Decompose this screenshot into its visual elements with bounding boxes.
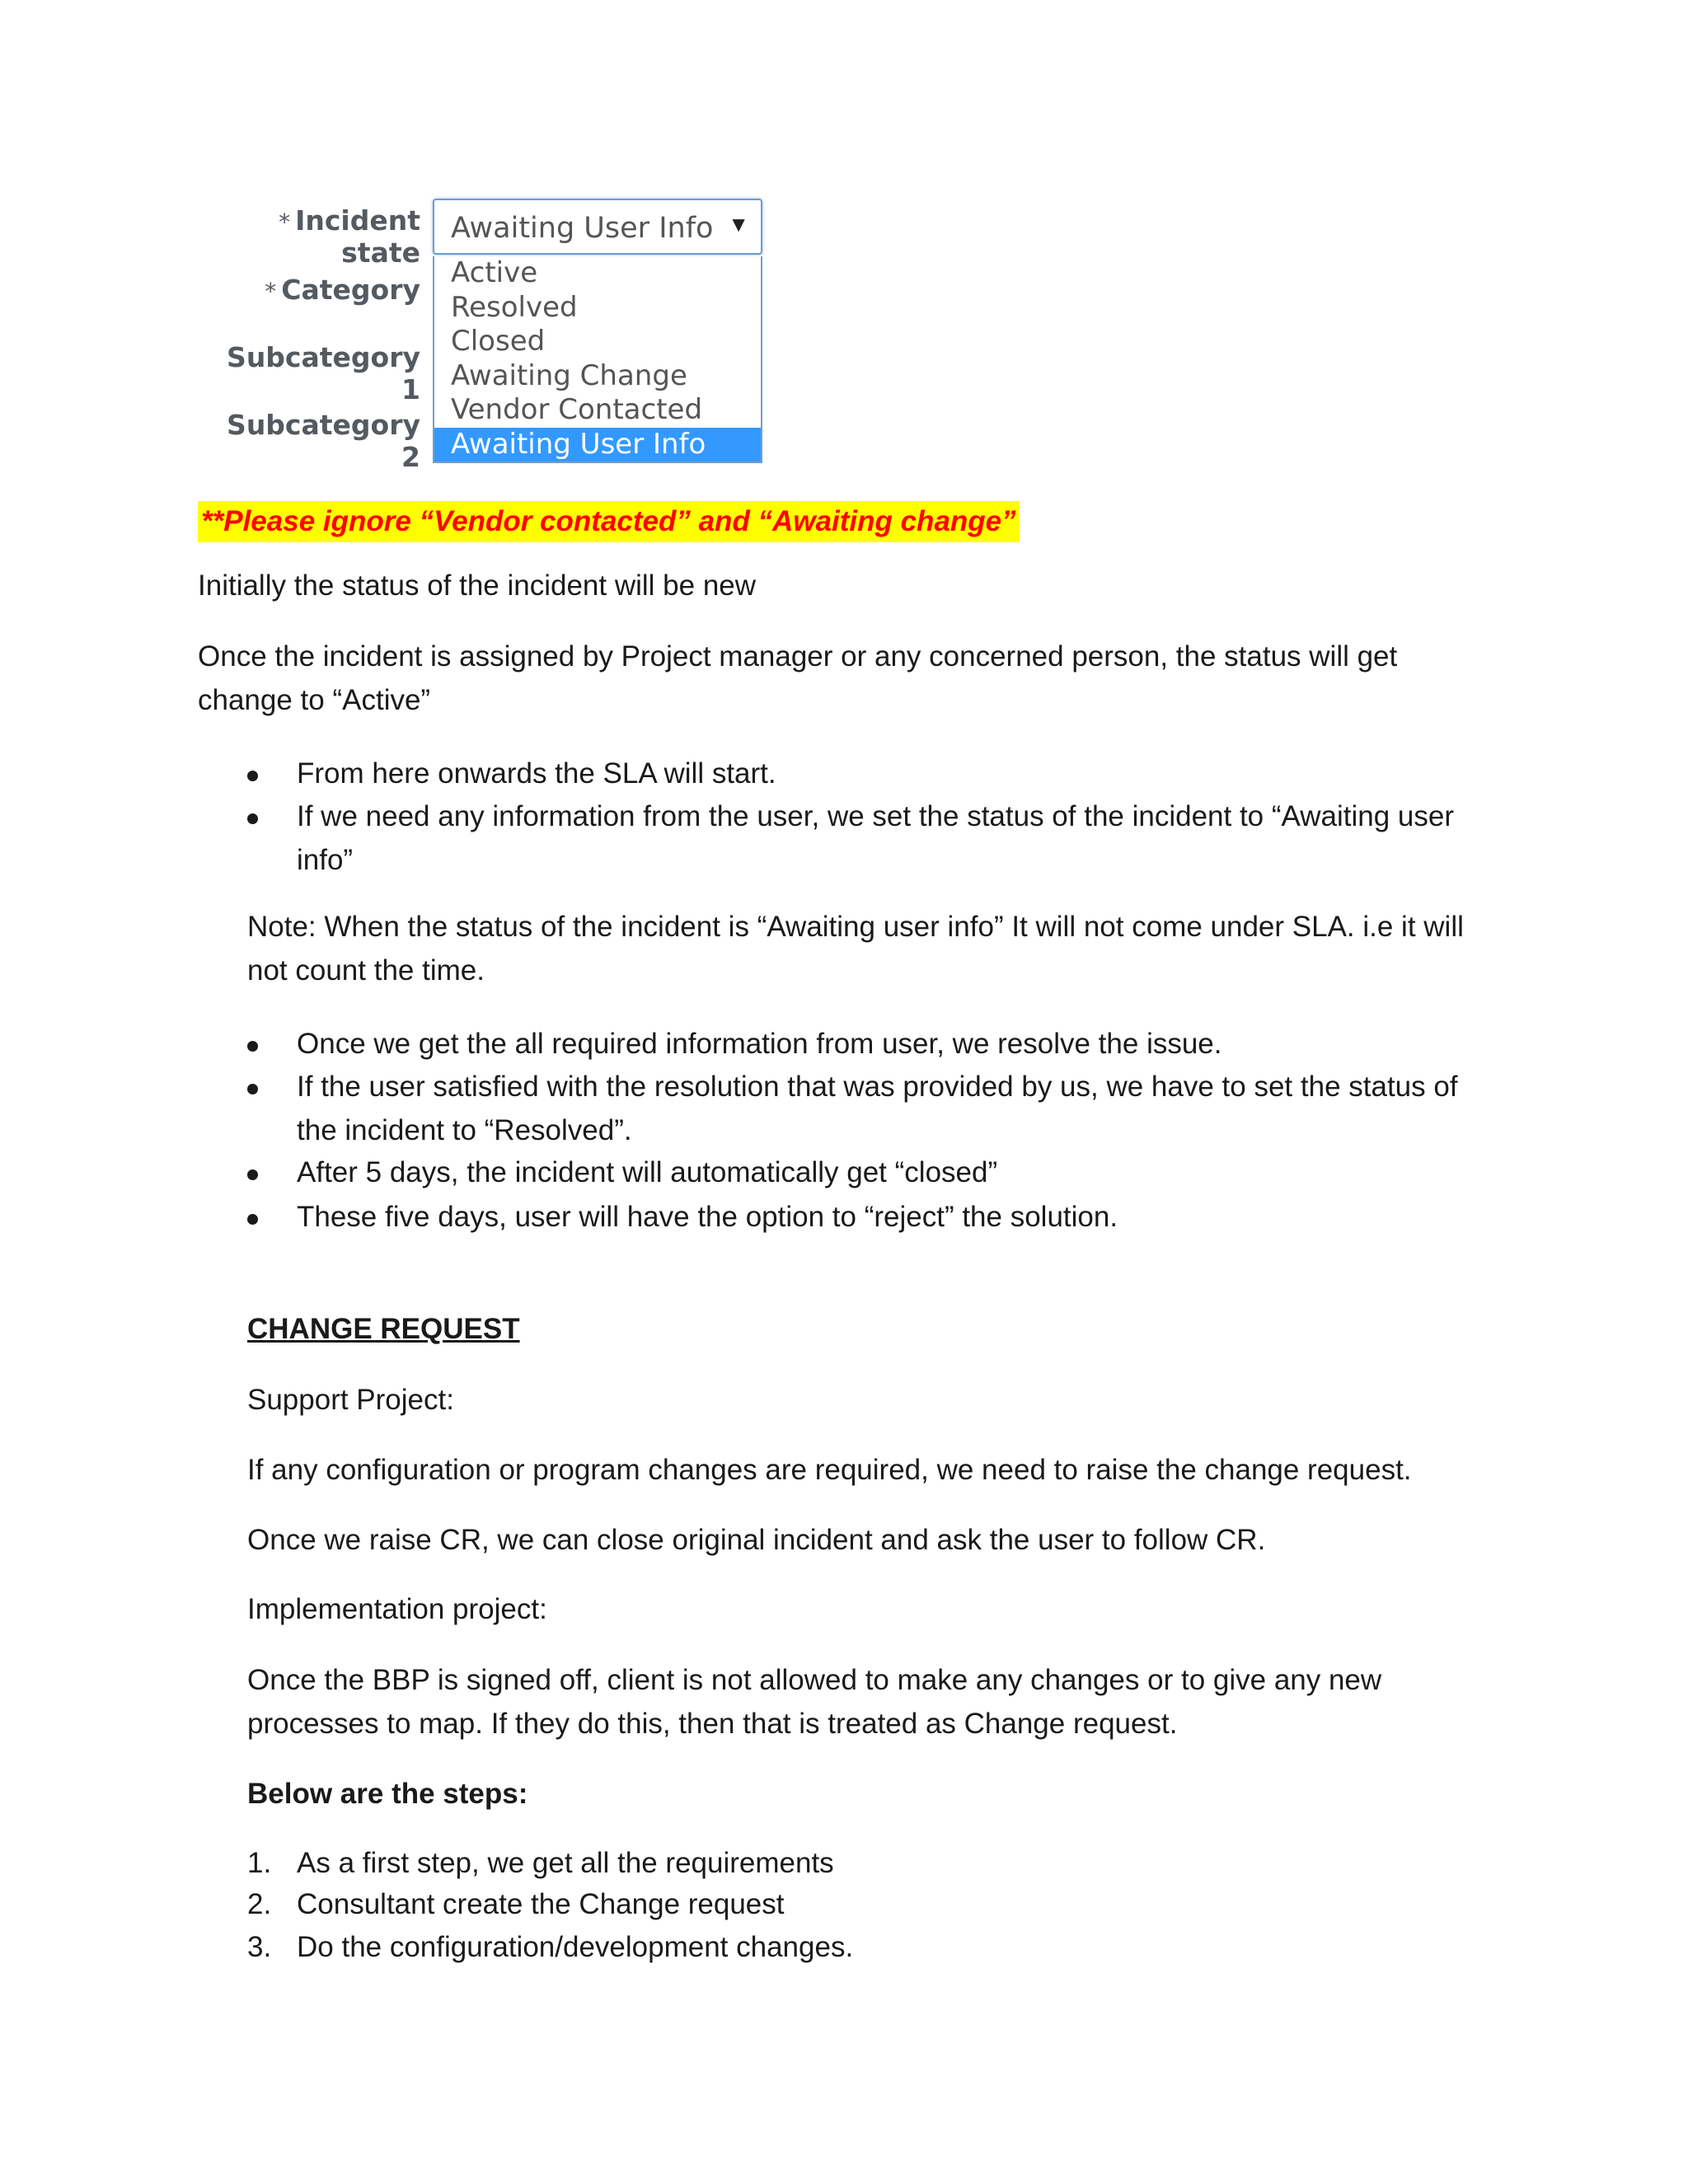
option-closed[interactable]: Closed	[451, 325, 546, 358]
option-vendor-contacted[interactable]: Vendor Contacted	[451, 393, 703, 426]
bullet-icon	[247, 1214, 258, 1225]
para-assigned-status: Once the incident is assigned by Project manager or any concerned person, the status will get change to “Active”	[198, 640, 1398, 716]
required-marker: *	[279, 209, 291, 236]
incident-form-screenshot	[214, 194, 775, 475]
step-item: Consultant create the Change request	[297, 1888, 785, 1920]
step-item: As a first step, we get all the requirements	[297, 1847, 834, 1879]
bullet-awaiting-user-info: If we need any information from the user, we set the status of the incident to “Awaiting user info”	[297, 800, 1454, 876]
note-sla: Note: When the status of the incident is “Awaiting user info” It will not come under SLA. i.e it will not count the time.	[247, 911, 1464, 987]
step-number: 2.	[247, 1888, 272, 1920]
incident-state-label: * Incident state	[279, 204, 420, 269]
bullet-resolved: If the user satisfied with the resolution that was provided by us, we have to set the status of the incident to “Resolved”.	[297, 1071, 1458, 1146]
option-resolved[interactable]: Resolved	[451, 290, 578, 324]
incident-state-options	[433, 256, 762, 463]
required-marker: *	[265, 278, 277, 305]
step-number: 1.	[247, 1847, 272, 1879]
bullet-reject-option: These five days, user will have the option to “reject” the solution.	[297, 1201, 1118, 1233]
para-bbp: Once the BBP is signed off, client is not allowed to make any changes or to give any new processes to map. If they do this, then that is treated as Change request.	[247, 1664, 1382, 1740]
step-number: 3.	[247, 1931, 272, 1963]
option-awaiting-user-info[interactable]: Awaiting User Info	[434, 428, 761, 462]
dropdown-arrow-icon: ▼	[728, 212, 749, 237]
incident-state-select[interactable]	[433, 199, 762, 255]
support-project-label: Support Project:	[247, 1384, 454, 1416]
bullet-icon	[247, 1084, 258, 1094]
bullet-resolve-issue: Once we get the all required information from user, we resolve the issue.	[297, 1028, 1222, 1060]
step-item: Do the configuration/development changes.	[297, 1931, 854, 1963]
bullet-auto-closed: After 5 days, the incident will automatically get “closed”	[297, 1156, 998, 1188]
change-request-heading: CHANGE REQUEST	[247, 1313, 520, 1345]
subcategory-2-label: Subcategory 2	[227, 409, 420, 473]
bullet-icon	[247, 1041, 258, 1052]
para-initial-status: Initially the status of the incident will be new	[198, 569, 757, 602]
steps-heading: Below are the steps:	[247, 1778, 528, 1810]
para-config-changes: If any configuration or program changes are required, we need to raise the change request.	[247, 1454, 1412, 1486]
subcategory-1-label: Subcategory 1	[227, 341, 420, 405]
bullet-icon	[247, 813, 258, 824]
option-active[interactable]: Active	[451, 256, 538, 289]
implementation-project-label: Implementation project:	[247, 1593, 547, 1625]
bullet-icon	[247, 1169, 258, 1180]
ignore-note-highlight: **Please ignore “Vendor contacted” and “Awaiting change”	[198, 501, 1020, 542]
para-raise-cr: Once we raise CR, we can close original incident and ask the user to follow CR.	[247, 1524, 1266, 1556]
bullet-sla-start: From here onwards the SLA will start.	[297, 757, 776, 790]
category-label: * Category	[265, 274, 420, 306]
option-awaiting-change[interactable]: Awaiting Change	[451, 359, 687, 392]
bullet-icon	[247, 771, 258, 781]
incident-state-value: Awaiting User Info	[451, 212, 714, 245]
